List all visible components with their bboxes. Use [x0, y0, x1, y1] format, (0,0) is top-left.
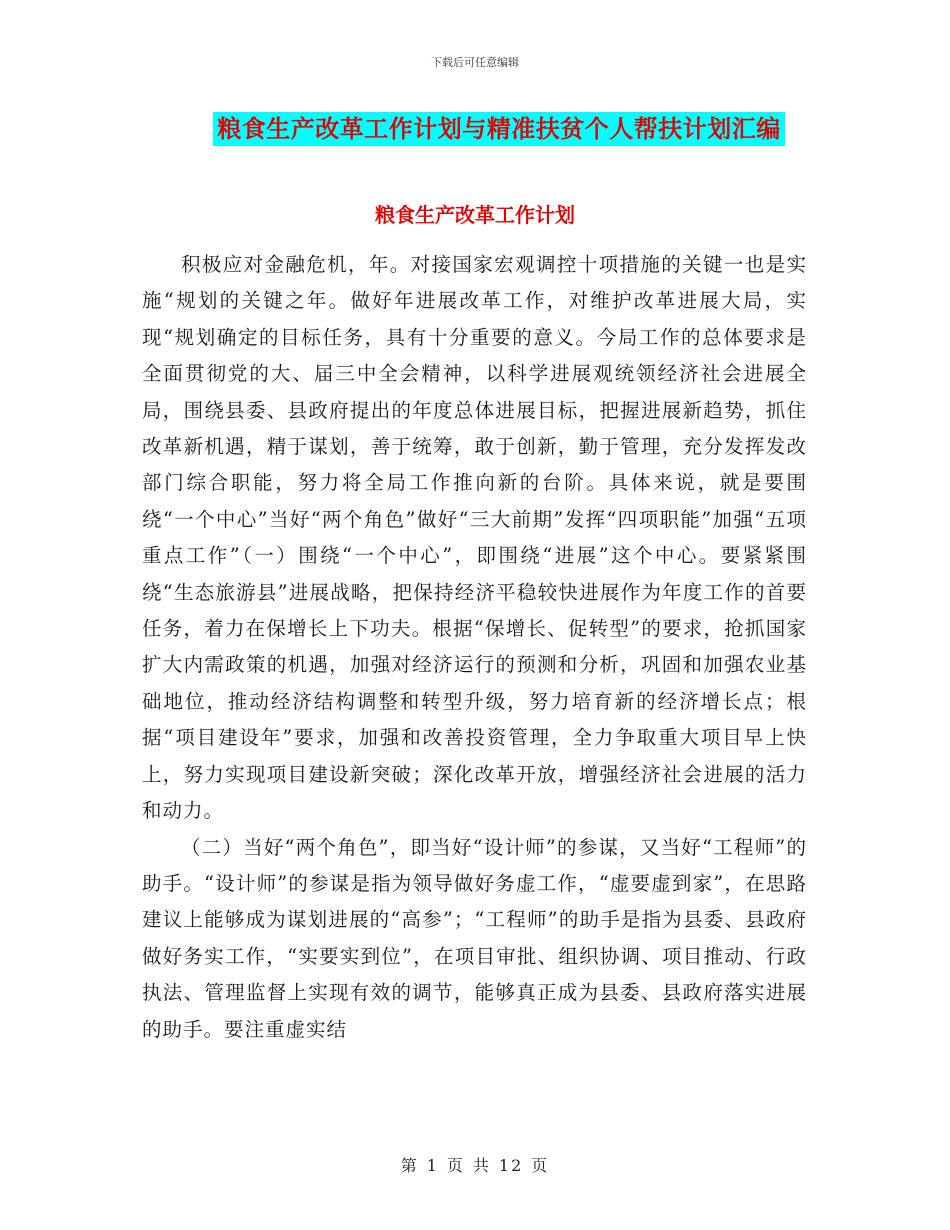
paragraph-1: 积极应对金融危机，年。对接国家宏观调控十项措施的关键一也是实施“规划的关键之年。做好年进展改革工作，对维护改革进展大局，实现“规划确定的目标任务，具有十分重要的意义。今局工作的总体要求是全面贯彻党的大、届三中全会精神，以科学进展观统领经济社会进展全局，围绕县委、县政府提出的年度总体进展目标，把握进展新趋势，抓住改革新机遇，精于谋划，善于统筹，敢于创新，勤于管理，充分发挥发改部门综合职能，努力将全局工作推向新的台阶。具体来说，就是要围绕“一个中心”当好“两个角色”做好“三大前期”发挥“四项职能”加强“五项重点工作”（一）围绕“一个中心”，即围绕“进展”这个中心。要紧紧围绕“生态旅游县”进展战略，把保持经济平稳较快进展作为年度工作的首要任务，着力在保增长上下功夫。根据“保增长、促转型”的要求，抢抓国家扩大内需政策的机遇，加强对经济运行的预测和分析，巩固和加强农业基础地位，推动经济结构调整和转型升级，努力培育新的经济增长点；根据“项目建设年”要求，加强和改善投资管理，全力争取重大项目早上快上，努力实现项目建设新突破；深化改革开放，增强经济社会进展的活力和动力。 [142, 253, 807, 823]
header-note: 下载后可任意编辑 [431, 56, 519, 69]
page-mid: 页 [446, 1156, 465, 1175]
document-body [142, 247, 807, 1048]
page-prefix: 第 [400, 1156, 419, 1175]
page-total-prefix: 共 [472, 1156, 491, 1175]
page-total: 12 [498, 1156, 524, 1175]
section-title: 粮食生产改革工作计划 [375, 203, 575, 227]
document-title: 粮食生产改革工作计划与精准扶贫个人帮扶计划汇编 [213, 112, 785, 146]
page-current: 1 [426, 1156, 439, 1175]
document-title-container [0, 112, 950, 146]
page-number-footer [0, 1153, 950, 1176]
page-suffix: 页 [531, 1156, 550, 1175]
paragraph-2: （二）当好“两个角色”，即当好“设计师”的参谋，又当好“工程师”的助手。“设计师”的参谋是指为领导做好务虚工作，“虚要虚到家”，在思路建议上能够成为谋划进展的“高参”；“工程师”的助手是指为县委、县政府做好务实工作，“实要实到位”，在项目审批、组织协调、项目推动、行政执法、管理监督上实现有效的调节，能够真正成为县委、县政府落实进展的助手。要注重虚实结 [142, 835, 807, 1041]
